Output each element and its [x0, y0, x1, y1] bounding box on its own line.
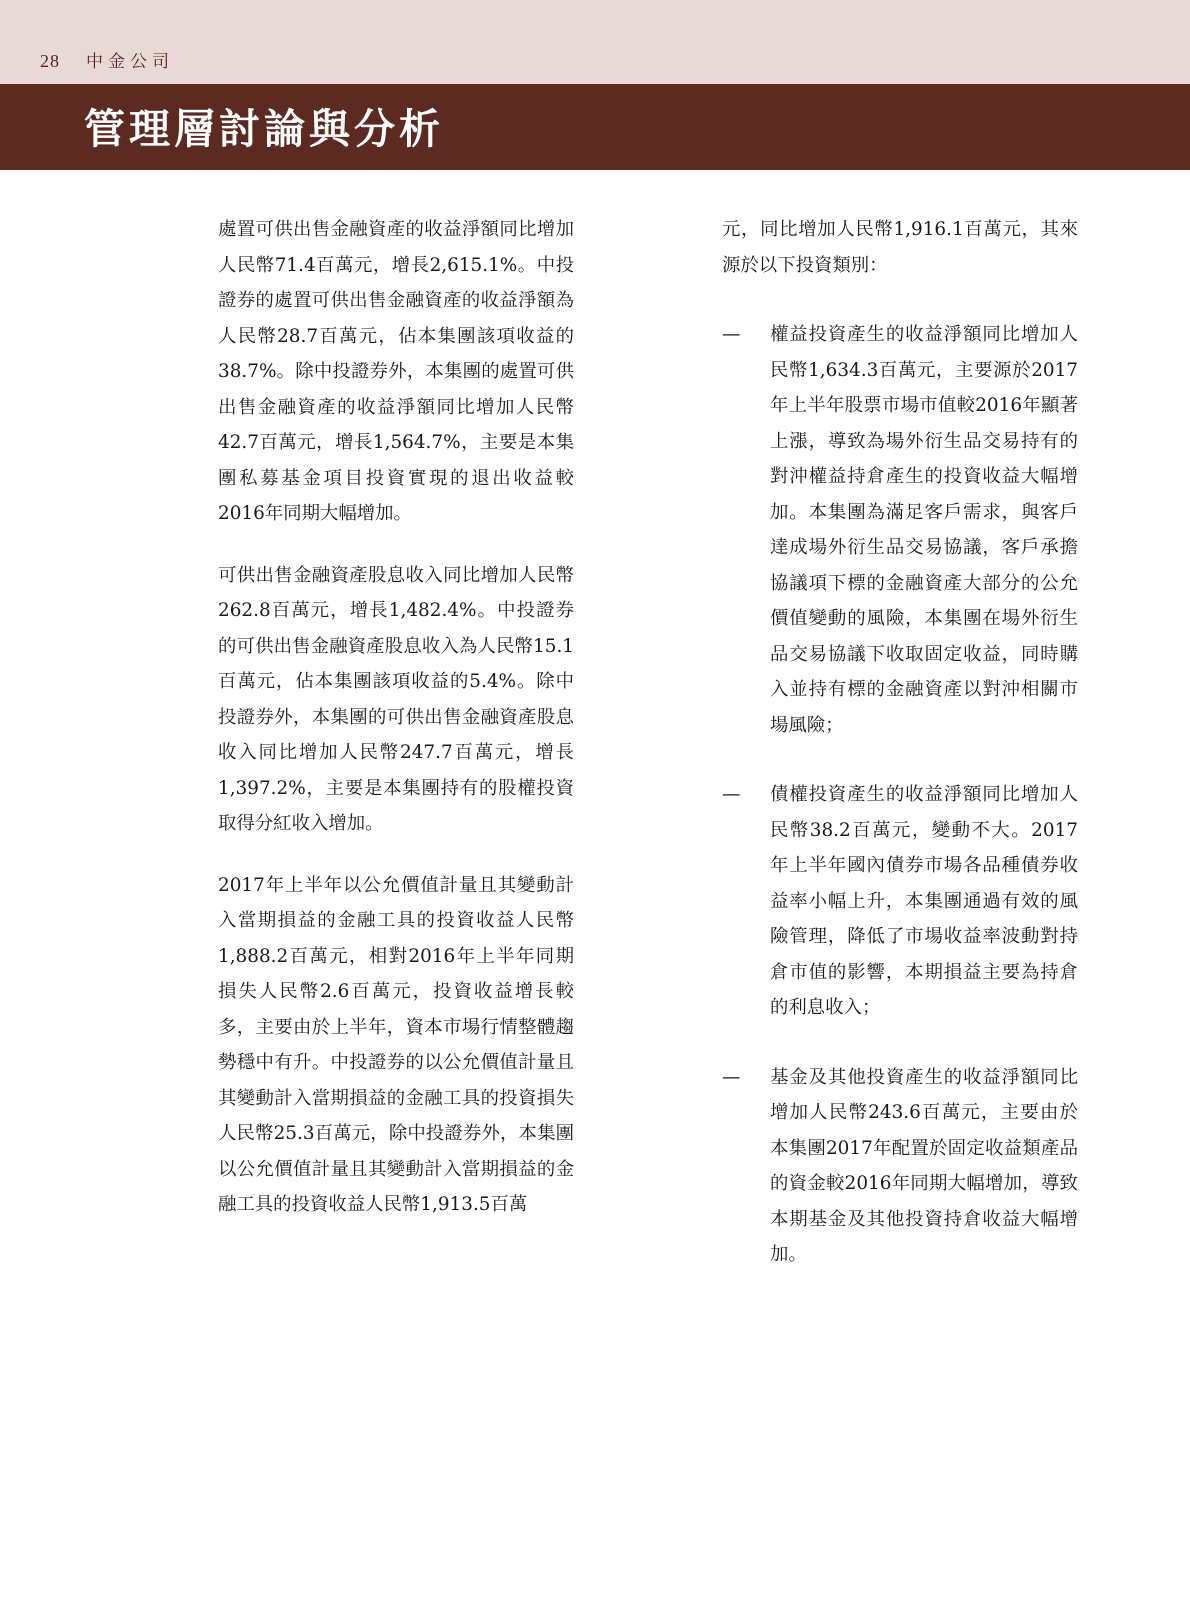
page-header-band	[0, 0, 1190, 84]
page-number: 28	[40, 51, 60, 71]
paragraph: 元，同比增加人民幣1,916.1百萬元，其來源於以下投資類別：	[722, 219, 1078, 276]
left-column	[218, 212, 574, 1223]
dash-marker: —	[722, 324, 741, 346]
company-name: 中金公司	[86, 52, 174, 72]
document-body	[0, 170, 1190, 1615]
list-item	[722, 317, 1078, 743]
list-item-text: 權益投資產生的收益淨額同比增加人民幣1,634.3百萬元，主要源於2017年上半年股票市場市值較2016年顯著上漲，導致為場外衍生品交易持有的對沖權益持倉產生的投資收益大幅增加。本集團為滿足客戶需求，與客戶達成場外衍生品交易協議，客戶承擔協議項下標的金融資產大部分的公允價值變動的風險，本集團在場外衍生品交易協議下收取固定收益，同時購入並持有標的金融資產以對沖相關市場風險；	[770, 324, 1078, 736]
list-item-text: 債權投資產生的收益淨額同比增加人民幣38.2百萬元，變動不大。2017年上半年國內債券市場各品種債券收益率小幅上升，本集團通過有效的風險管理，降低了市場收益率波動對持倉市值的影響，本期損益主要為持倉的利息收入；	[770, 784, 1078, 1019]
investment-category-list	[722, 317, 1078, 1273]
list-item	[722, 1060, 1078, 1273]
page-title: 管理層討論與分析	[84, 105, 444, 153]
dash-marker: —	[722, 1066, 741, 1088]
right-column	[722, 212, 1078, 1273]
list-item	[722, 777, 1078, 1026]
paragraph: 2017年上半年以公允價值計量且其變動計入當期損益的金融工具的投資收益人民幣1,888.2百萬元，相對2016年上半年同期損失人民幣2.6百萬元，投資收益增長較多，主要由於上半年，資本市場行情整體趨勢穩中有升。中投證券的以公允價值計量且其變動計入當期損益的金融工具的投資損失人民幣25.3百萬元，除中投證券外，本集團以公允價值計量且其變動計入當期損益的金融工具的投資收益人民幣1,913.5百萬	[218, 874, 574, 1216]
paragraph: 可供出售金融資產股息收入同比增加人民幣262.8百萬元，增長1,482.4%。中投證券的可供出售金融資產股息收入為人民幣15.1百萬元，佔本集團該項收益的5.4%。除中投證券外，本集團的可供出售金融資產股息收入同比增加人民幣247.7百萬元，增長1,397.2%，主要是本集團持有的股權投資取得分紅收入增加。	[218, 564, 574, 835]
list-item-text: 基金及其他投資產生的收益淨額同比增加人民幣243.6百萬元，主要由於本集團2017年配置於固定收益類產品的資金較2016年同期大幅增加，導致本期基金及其他投資持倉收益大幅增加。	[770, 1066, 1078, 1266]
page-meta	[40, 47, 174, 72]
dash-marker: —	[722, 784, 741, 806]
paragraph: 處置可供出售金融資產的收益淨額同比增加人民幣71.4百萬元，增長2,615.1%。中投證券的處置可供出售金融資產的收益淨額為人民幣28.7百萬元，佔本集團該項收益的38.7%。除中投證券外，本集團的處置可供出售金融資產的收益淨額同比增加人民幣42.7百萬元，增長1,564.7%，主要是本集團私募基金項目投資實現的退出收益較2016年同期大幅增加。	[218, 219, 574, 525]
